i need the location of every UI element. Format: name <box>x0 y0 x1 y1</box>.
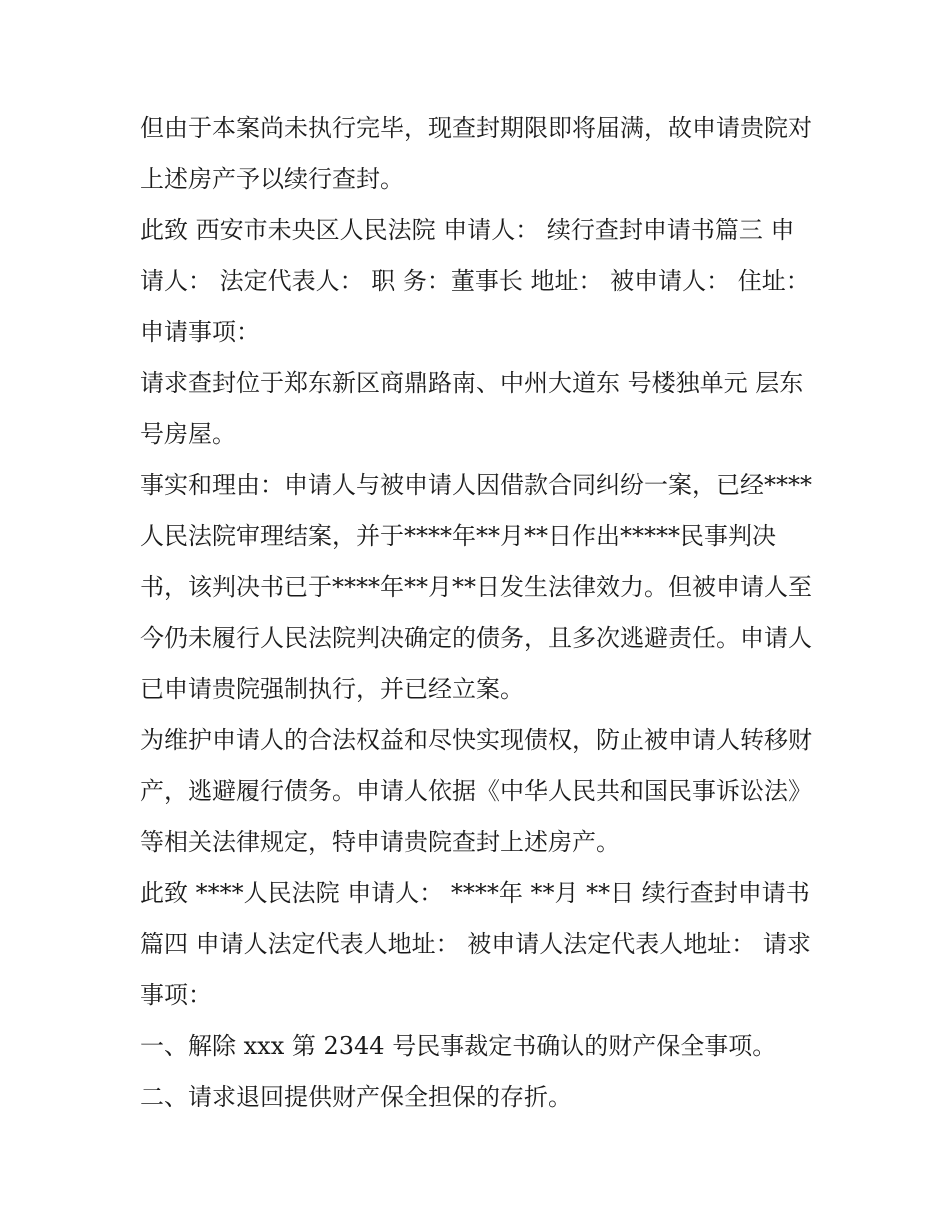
paragraph-addressee-and-parties: 此致 西安市未央区人民法院 申请人： 续行查封申请书篇三 申请人： 法定代表人： 职 务：董事长 地址： 被申请人： 住址： 申请事项： <box>140 216 810 346</box>
paragraph-request-item-1: 一、解除 xxx 第 2344 号民事裁定书确认的财产保全事项。 <box>140 1032 777 1060</box>
paragraph-facts-and-reasons: 事实和理由：申请人与被申请人因借款合同纠纷一案，已经****人民法院审理结案，并于****年**月**日作出*****民事判决书，该判决书已于****年**月**日发生法律效力。但被申请人至今仍未履行人民法院判决确定的债务，且多次逃避责任。申请人已申请贵院强制执行，并已经立案。 <box>140 471 812 703</box>
paragraph-renewal-request: 但由于本案尚未执行完毕，现查封期限即将届满，故申请贵院对上述房产予以续行查封。 <box>140 114 812 193</box>
document-body <box>140 103 812 1123</box>
paragraph-legal-basis: 为维护申请人的合法权益和尽快实现债权，防止被申请人转移财产，逃避履行债务。申请人依据《中华人民共和国民事诉讼法》等相关法律规定，特申请贵院查封上述房产。 <box>140 726 812 856</box>
paragraph-seizure-request: 请求查封位于郑东新区商鼎路南、中州大道东 号楼独单元 层东 号房屋。 <box>140 369 804 448</box>
paragraph-closing-and-next-section: 此致 ****人民法院 申请人： ****年 **月 **日 续行查封申请书篇四 申请人法定代表人地址： 被申请人法定代表人地址： 请求事项： <box>140 879 811 1009</box>
paragraph-request-item-2: 二、请求退回提供财产保全担保的存折。 <box>140 1083 572 1111</box>
